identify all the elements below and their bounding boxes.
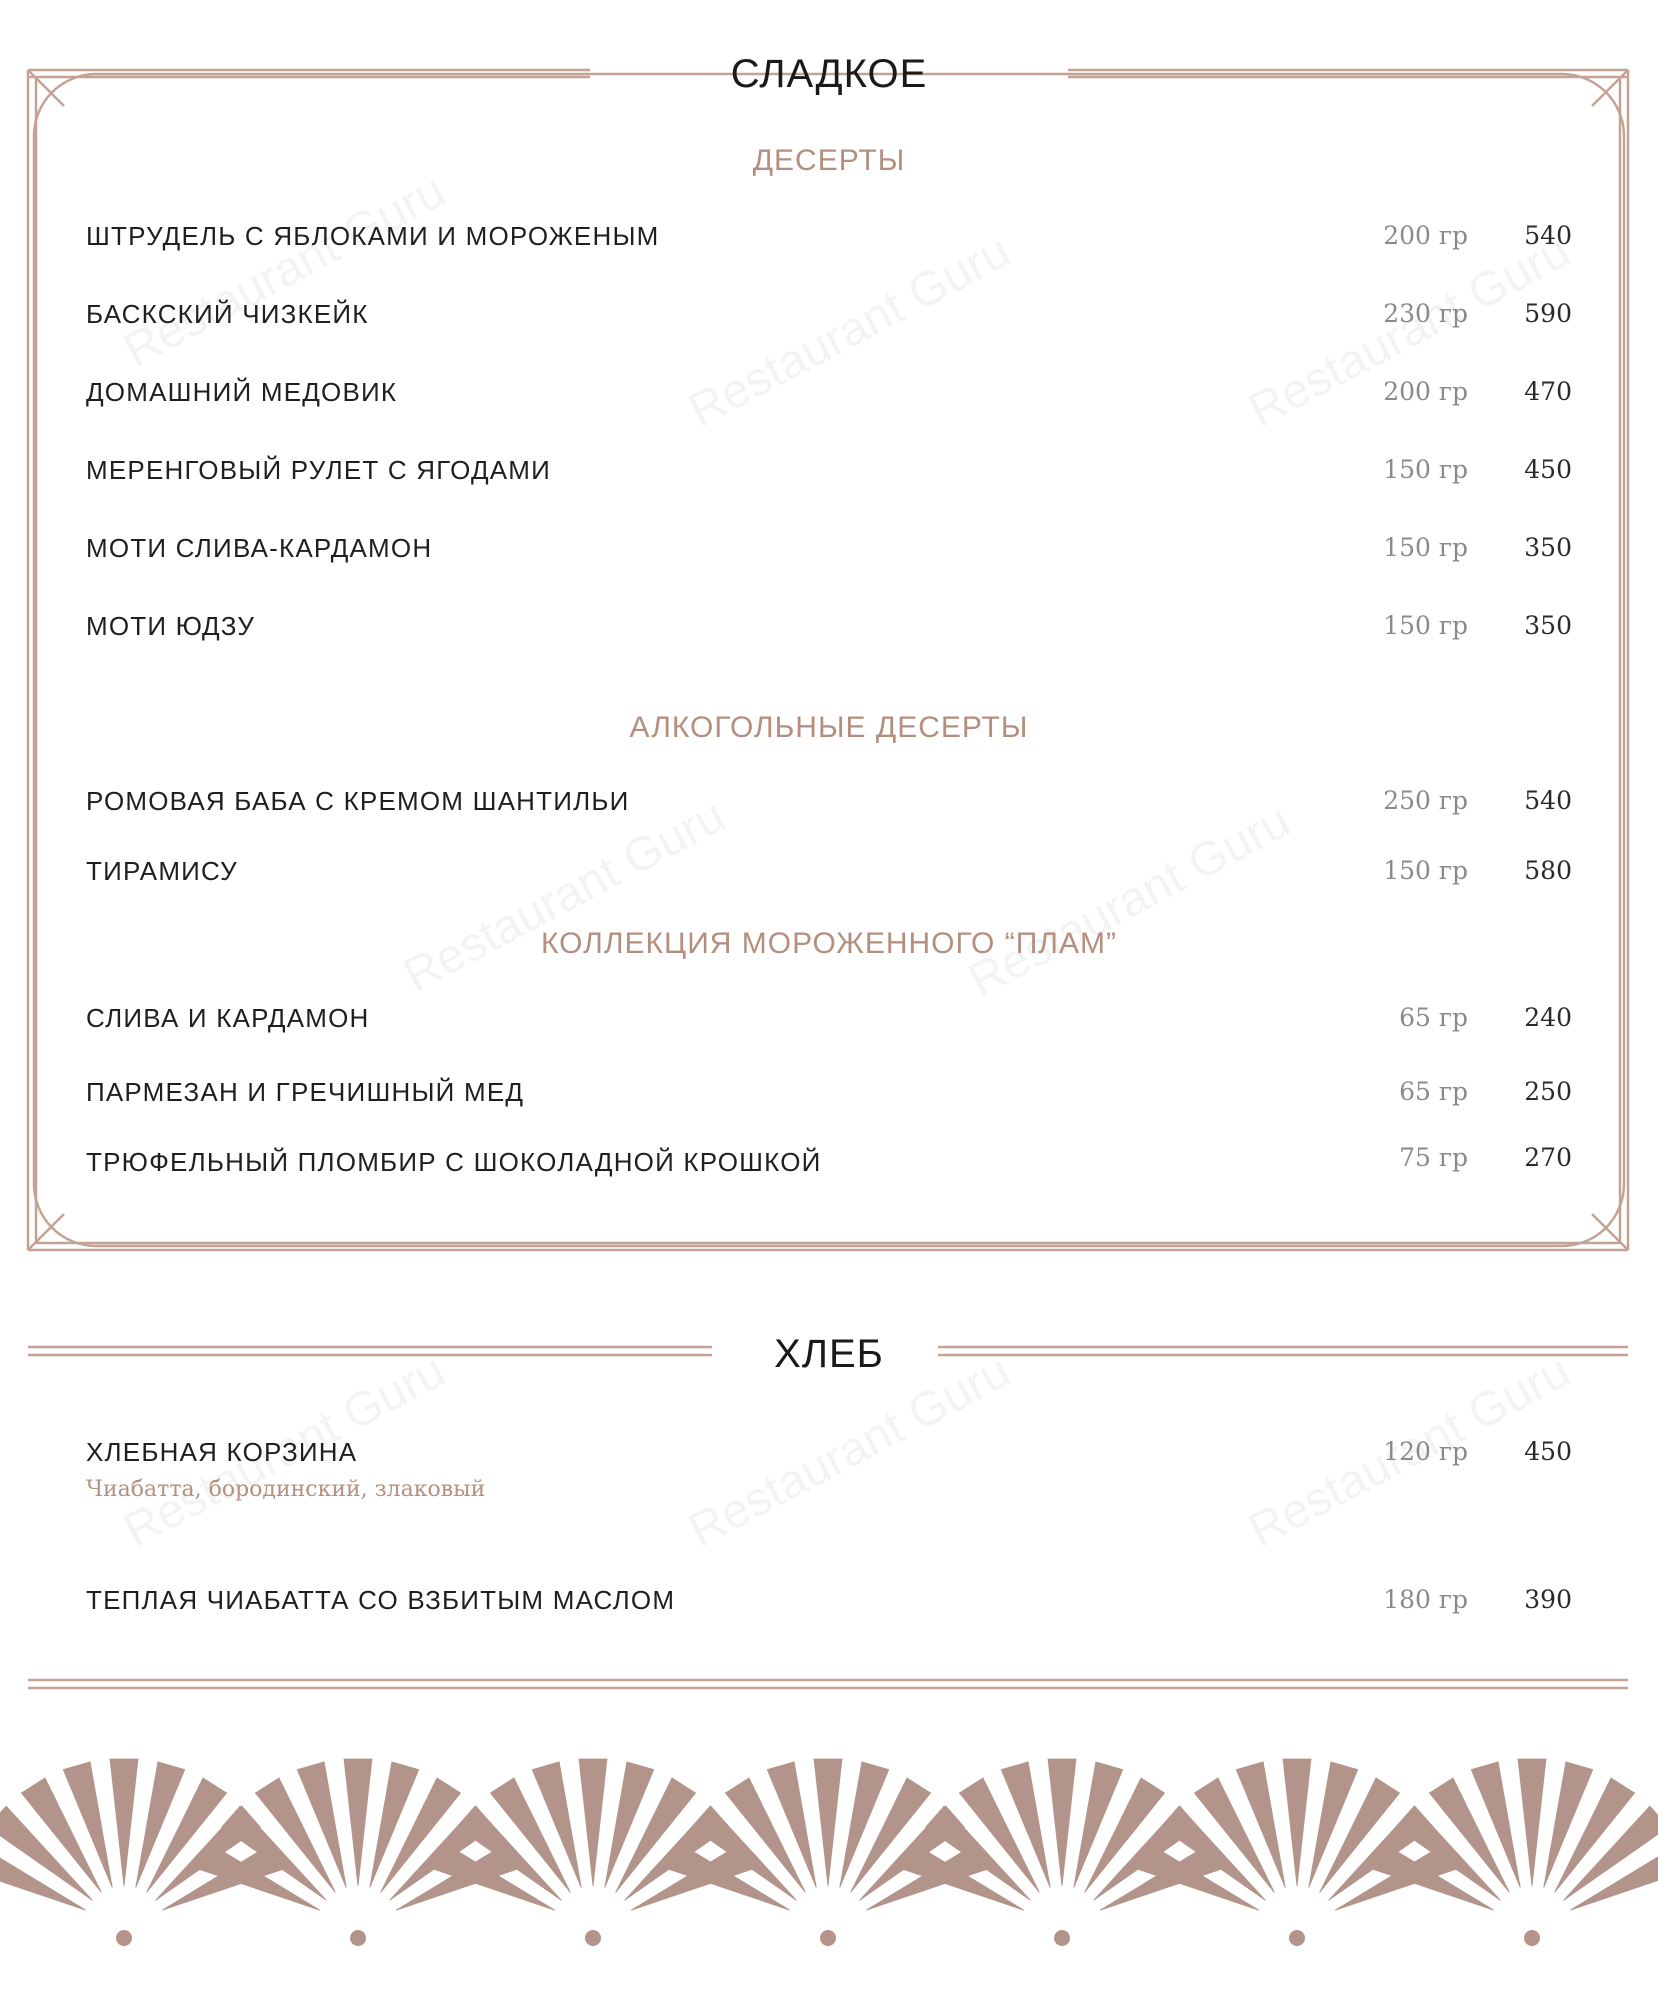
item-weight: 150 гр <box>1383 856 1468 885</box>
item-name: ХЛЕБНАЯ КОРЗИНА <box>86 1437 358 1467</box>
item-price: 240 <box>1524 1003 1572 1032</box>
subsection-title-ice-cream: КОЛЛЕКЦИЯ МОРОЖЕННОГО “ПЛАМ” <box>541 927 1117 960</box>
item-name: ПАРМЕЗАН И ГРЕЧИШНЫЙ МЕД <box>86 1077 525 1107</box>
item-name: ТЕПЛАЯ ЧИАБАТТА СО ВЗБИТЫМ МАСЛОМ <box>86 1585 676 1615</box>
fan-ornament <box>433 1759 752 1946</box>
fan-ornament <box>0 1759 284 1946</box>
item-name: БАСКСКИЙ ЧИЗКЕЙК <box>86 299 369 329</box>
item-name: ШТРУДЕЛЬ С ЯБЛОКАМИ И МОРОЖЕНЫМ <box>86 221 660 251</box>
item-name: ТРЮФЕЛЬНЫЙ ПЛОМБИР С ШОКОЛАДНОЙ КРОШКОЙ <box>86 1147 822 1177</box>
item-price: 540 <box>1524 221 1572 250</box>
item-weight: 200 гр <box>1383 377 1468 406</box>
fan-ornament <box>1137 1759 1456 1946</box>
item-weight: 150 гр <box>1383 455 1468 484</box>
item-price: 470 <box>1524 377 1572 406</box>
fan-dot <box>1524 1930 1540 1946</box>
fan-dot <box>1054 1930 1070 1946</box>
fan-blade <box>110 1759 139 1886</box>
item-name: МЕРЕНГОВЫЙ РУЛЕТ С ЯГОДАМИ <box>86 455 552 485</box>
fan-dot <box>350 1930 366 1946</box>
fan-blade <box>344 1759 373 1886</box>
item-weight: 75 гр <box>1399 1143 1468 1172</box>
item-weight: 180 гр <box>1383 1585 1468 1614</box>
item-price: 390 <box>1524 1585 1572 1614</box>
fan-blade <box>1283 1759 1312 1886</box>
item-name: СЛИВА И КАРДАМОН <box>86 1003 370 1033</box>
item-weight: 200 гр <box>1383 221 1468 250</box>
item-weight: 150 гр <box>1383 533 1468 562</box>
item-price: 350 <box>1524 533 1572 562</box>
section-title-sweets: СЛАДКОЕ <box>730 52 928 96</box>
item-name: РОМОВАЯ БАБА С КРЕМОМ ШАНТИЛЬИ <box>86 786 630 816</box>
item-price: 590 <box>1524 299 1572 328</box>
item-weight: 150 гр <box>1383 611 1468 640</box>
section-title-bread: ХЛЕБ <box>774 1332 884 1376</box>
item-name: МОТИ СЛИВА-КАРДАМОН <box>86 533 433 563</box>
fan-ornament <box>198 1759 517 1946</box>
fan-ornaments <box>0 1708 1658 2008</box>
item-weight: 65 гр <box>1399 1003 1468 1032</box>
item-price: 270 <box>1524 1143 1572 1172</box>
fan-dot <box>116 1930 132 1946</box>
item-name: ТИРАМИСУ <box>86 856 238 886</box>
item-description: Чиабатта, бородинский, злаковый <box>86 1477 486 1502</box>
fan-dot <box>820 1930 836 1946</box>
item-price: 350 <box>1524 611 1572 640</box>
item-weight: 120 гр <box>1383 1437 1468 1466</box>
item-price: 450 <box>1524 455 1572 484</box>
fan-blade <box>1048 1759 1077 1886</box>
item-price: 540 <box>1524 786 1572 815</box>
fan-blade <box>814 1759 843 1886</box>
item-price: 250 <box>1524 1077 1572 1106</box>
subsection-title-desserts: ДЕСЕРТЫ <box>752 144 906 177</box>
item-price: 450 <box>1524 1437 1572 1466</box>
item-price: 580 <box>1524 856 1572 885</box>
fan-dot <box>1289 1930 1305 1946</box>
subsection-title-alcohol-desserts: АЛКОГОЛЬНЫЕ ДЕСЕРТЫ <box>629 711 1029 744</box>
fan-dot <box>585 1930 601 1946</box>
item-weight: 230 гр <box>1383 299 1468 328</box>
fan-blade <box>579 1759 608 1886</box>
fan-ornament <box>1372 1759 1658 1946</box>
item-name: ДОМАШНИЙ МЕДОВИК <box>86 377 398 407</box>
item-weight: 65 гр <box>1399 1077 1468 1106</box>
fan-ornament <box>668 1759 987 1946</box>
fan-blade <box>1518 1759 1547 1886</box>
item-name: МОТИ ЮДЗУ <box>86 611 256 641</box>
fan-ornament <box>902 1759 1221 1946</box>
item-weight: 250 гр <box>1383 786 1468 815</box>
